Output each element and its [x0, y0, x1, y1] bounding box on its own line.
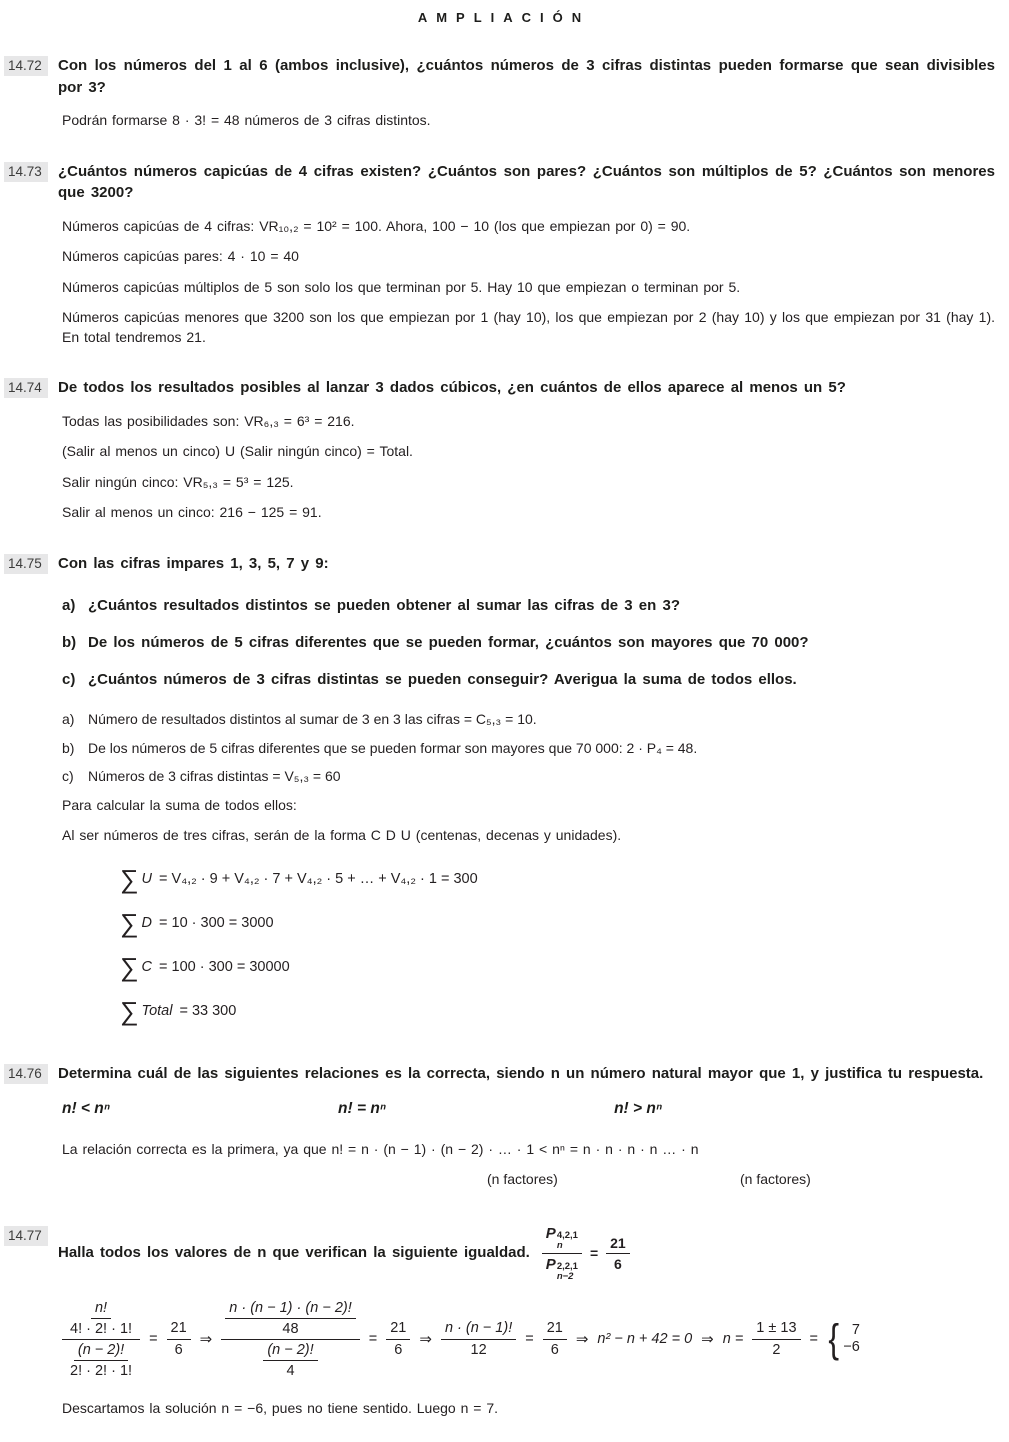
problem-statement: Con los números del 1 al 6 (ambos inclusive), ¿cuántos números de 3 cifras distintas pueden formarse que sean divisibles por 3?	[58, 57, 995, 96]
problem-14-77	[4, 1225, 995, 1419]
problem-solution	[62, 1100, 995, 1195]
equation-expression: = 100 · 300 = 30000	[159, 958, 290, 975]
fraction-numerator: (n − 2)!	[74, 1342, 128, 1361]
fraction-denominator: 12	[470, 1341, 487, 1358]
inner-fraction	[66, 1342, 136, 1379]
problem-statement: ¿Cuántos números capicúas de 4 cifras existen? ¿Cuántos son pares? ¿Cuántos son múltiplos de 5? ¿Cuántos son menores que 3200?	[58, 162, 995, 201]
result-fraction	[752, 1320, 800, 1359]
solution-line: Números capicúas múltiplos de 5 son solo los que terminan por 5. Hay 10 que empiezan o terminan por 5.	[62, 278, 741, 295]
case-values	[843, 1322, 860, 1356]
superscript: 2,2,1	[556, 1260, 578, 1272]
fraction-numerator: 21	[543, 1320, 567, 1340]
problem-statement: Halla todos los valores de n que verifican la siguiente igualdad.	[58, 1244, 530, 1262]
problem-head	[4, 553, 995, 575]
sigma-icon: ∑	[120, 995, 139, 1026]
option-greater-than: n! > nⁿ	[614, 1100, 662, 1117]
fraction-denominator: 2! · 2! · 1!	[70, 1362, 133, 1379]
equals-sign: =	[525, 1330, 534, 1347]
equals-sign: =	[809, 1330, 818, 1347]
problem-solution	[62, 1300, 995, 1419]
problem-head	[4, 55, 995, 98]
item-text: ¿Cuántos resultados distintos se pueden obtener al sumar las cifras de 3 en 3?	[88, 597, 680, 614]
conclusion-line: Descartamos la solución n = −6, pues no tiene sentido. Luego n = 7.	[62, 1399, 499, 1416]
item-text: De los números de 5 cifras diferentes que se pueden formar, ¿cuántos son mayores que 70 000?	[88, 634, 809, 651]
brace-icon: {	[828, 1317, 840, 1361]
fraction-denominator: 6	[174, 1341, 183, 1358]
problem-statement: Determina cuál de las siguientes relaciones es la correcta, siendo n un número natural mayor que 1, y justifica tu respuesta.	[58, 1064, 984, 1082]
inner-fraction	[225, 1300, 356, 1337]
statement-item-a	[62, 595, 995, 616]
sum-intro: Para calcular la suma de todos ellos:	[62, 796, 297, 813]
problem-number: 14.75	[4, 554, 48, 574]
problem-14-72	[4, 55, 995, 131]
item-text: De los números de 5 cifras diferentes que se pueden formar son mayores que 70 000: 2 · P₄ = 48.	[88, 739, 698, 756]
item-text: Número de resultados distintos al sumar de 3 en 3 las cifras = C₅,₃ = 10.	[88, 711, 537, 727]
equation-variable: Total	[141, 1002, 173, 1019]
fraction-numerator: (n − 2)!	[263, 1342, 317, 1361]
item-text: ¿Cuántos números de 3 cifras distintas se pueden conseguir? Averigua la suma de todos ellos.	[88, 671, 797, 688]
sup-sub-stack	[557, 1231, 578, 1251]
outer-numerator	[221, 1300, 360, 1340]
fraction-numerator: n · (n − 1) · (n − 2)!	[225, 1300, 356, 1319]
permutation-letter: P	[545, 1224, 556, 1242]
equation-variable: C	[141, 958, 153, 975]
implies-arrow-icon: ⇒	[419, 1330, 432, 1348]
problem-14-76	[4, 1063, 995, 1195]
solution-line: Todas las posibilidades son: VR₆,₃ = 6³ = 216.	[62, 412, 355, 429]
problem-solution	[62, 412, 995, 523]
problem-statement: Con las cifras impares 1, 3, 5, 7 y 9:	[58, 554, 329, 572]
problem-statement: De todos los resultados posibles al lanzar 3 dados cúbicos, ¿en cuántos de ellos aparece al menos un 5?	[58, 379, 846, 396]
sigma-icon: ∑	[120, 863, 139, 894]
factors-note-left: (n factores)	[487, 1170, 558, 1187]
fraction-denominator: 2	[772, 1341, 781, 1358]
sum-equation-hundreds	[120, 945, 995, 989]
sum-equation-total	[120, 989, 995, 1033]
sup-sub-stack	[557, 1262, 578, 1282]
answer-item-c	[62, 767, 995, 787]
case-value: −6	[843, 1339, 860, 1355]
fraction-21-6	[543, 1320, 567, 1359]
equals-sign: =	[149, 1330, 158, 1347]
item-text: Números de 3 cifras distintas = V₅,₃ = 60	[88, 768, 341, 784]
solution-line: Salir ningún cinco: VR₅,₃ = 5³ = 125.	[62, 473, 294, 490]
equals-sign: =	[368, 1330, 378, 1347]
quadratic-equation: n² − n + 42 = 0	[597, 1330, 693, 1347]
problem-14-75	[4, 553, 995, 1033]
nested-fraction-2	[221, 1300, 360, 1379]
problem-solution	[62, 111, 995, 131]
sigma-icon: ∑	[120, 951, 139, 982]
item-label: a)	[62, 597, 76, 614]
implies-arrow-icon: ⇒	[575, 1330, 589, 1348]
solution-cases	[827, 1317, 860, 1361]
fraction-numerator: n!	[91, 1300, 111, 1319]
fraction-numerator: 1 ± 13	[752, 1320, 800, 1340]
fraction-21-6	[386, 1320, 410, 1359]
problem-number: 14.73	[4, 162, 48, 182]
case-value: 7	[851, 1322, 860, 1338]
outer-numerator	[62, 1300, 140, 1340]
problem-14-73	[4, 161, 995, 348]
fraction-numerator: 21	[606, 1235, 630, 1254]
answer-item-b	[62, 739, 995, 759]
problem-14-74	[4, 377, 995, 523]
sum-equation-units	[120, 857, 995, 901]
permutation-denominator	[542, 1254, 582, 1282]
solution-line: (Salir al menos un cinco) U (Salir ningún cinco) = Total.	[62, 443, 413, 459]
fraction-denominator: 6	[614, 1255, 622, 1272]
inner-fraction	[263, 1342, 317, 1379]
fraction-21-6	[167, 1320, 191, 1359]
sum-note: Al ser números de tres cifras, serán de la forma C D U (centenas, decenas y unidades).	[62, 827, 622, 843]
relation-options	[62, 1100, 662, 1118]
item-label: a)	[62, 711, 75, 727]
problem-head	[4, 161, 995, 204]
problem-number: 14.76	[4, 1064, 48, 1084]
problem-solution	[62, 595, 995, 1033]
subscript: n	[556, 1239, 563, 1251]
item-label: c)	[62, 768, 74, 784]
fraction-denominator: 4	[286, 1362, 295, 1379]
equation-expression: = 33 300	[179, 1002, 237, 1019]
fraction-numerator: 21	[386, 1320, 410, 1340]
subscript: n−2	[556, 1270, 574, 1282]
fraction-denominator: 6	[394, 1341, 403, 1358]
problem-solution	[62, 217, 995, 348]
n-equals: n =	[722, 1330, 744, 1347]
sum-equation-tens	[120, 901, 995, 945]
permutation-letter: P	[545, 1255, 556, 1273]
item-label: b)	[62, 634, 77, 651]
sigma-icon: ∑	[120, 907, 139, 938]
simple-fraction-3	[441, 1320, 516, 1359]
solution-line: Podrán formarse 8 · 3! = 48 números de 3 cifras distintos.	[62, 112, 431, 128]
implies-arrow-icon: ⇒	[701, 1330, 714, 1348]
item-label: c)	[62, 671, 76, 688]
solution-line: Números capicúas de 4 cifras: VR₁₀,₂ = 10² = 100. Ahora, 100 − 10 (los que empiezan por 0) = 90.	[62, 217, 691, 234]
page-section-title: AMPLIACIÓN	[417, 10, 591, 25]
permutation-numerator	[542, 1225, 582, 1254]
outer-denominator	[62, 1340, 140, 1379]
problem-number: 14.77	[4, 1226, 48, 1246]
fraction-denominator: 4! · 2! · 1!	[70, 1320, 133, 1337]
problem-number: 14.74	[4, 378, 48, 398]
equals-sign: =	[589, 1245, 599, 1261]
solution-line: Números capicúas menores que 3200 son los que empiezan por 1 (hay 10), los que empiezan por 2 (hay 10) y los que empiezan por 31 (hay 1). En total tendremos 21.	[62, 309, 995, 345]
given-equation	[542, 1225, 630, 1282]
superscript: 4,2,1	[556, 1229, 578, 1241]
solution-line: Números capicúas pares: 4 · 10 = 40	[62, 248, 299, 264]
item-label: b)	[62, 739, 75, 756]
outer-denominator	[259, 1340, 321, 1379]
problem-head	[4, 1225, 995, 1282]
solution-equation-chain	[62, 1300, 995, 1379]
solution-line: Salir al menos un cinco: 216 − 125 = 91.	[62, 504, 322, 520]
permutation-fraction	[542, 1225, 582, 1282]
solution-line: La relación correcta es la primera, ya que n! = n · (n − 1) · (n − 2) · … · 1 < nⁿ = n · n · n · n … · n	[62, 1141, 699, 1157]
nested-fraction-1	[62, 1300, 140, 1379]
answer-item-a	[62, 710, 995, 730]
equation-expression: = V₄,₂ · 9 + V₄,₂ · 7 + V₄,₂ · 5 + … + V₄,₂ · 1 = 300	[159, 870, 478, 887]
equation-expression: = 10 · 300 = 3000	[159, 914, 274, 931]
inner-fraction	[66, 1300, 136, 1337]
problem-head	[4, 1063, 995, 1085]
problem-head	[4, 377, 995, 399]
problem-number: 14.72	[4, 56, 48, 76]
factors-note-right: (n factores)	[740, 1170, 811, 1187]
statement-item-b	[62, 632, 995, 653]
fraction-denominator: 48	[282, 1320, 299, 1337]
statement-item-c	[62, 669, 995, 690]
factor-notes	[62, 1171, 995, 1195]
equation-variable: D	[141, 914, 153, 931]
fraction-denominator: 6	[550, 1341, 559, 1358]
option-equal: n! = nⁿ	[338, 1100, 386, 1117]
statement-with-equation	[58, 1225, 995, 1282]
fraction-numerator: n · (n − 1)!	[441, 1320, 516, 1340]
fraction-numerator: 21	[167, 1320, 191, 1340]
implies-arrow-icon: ⇒	[199, 1330, 213, 1348]
equation-variable: U	[141, 870, 153, 887]
rhs-fraction	[606, 1235, 630, 1272]
option-less-than: n! < nⁿ	[62, 1100, 110, 1117]
